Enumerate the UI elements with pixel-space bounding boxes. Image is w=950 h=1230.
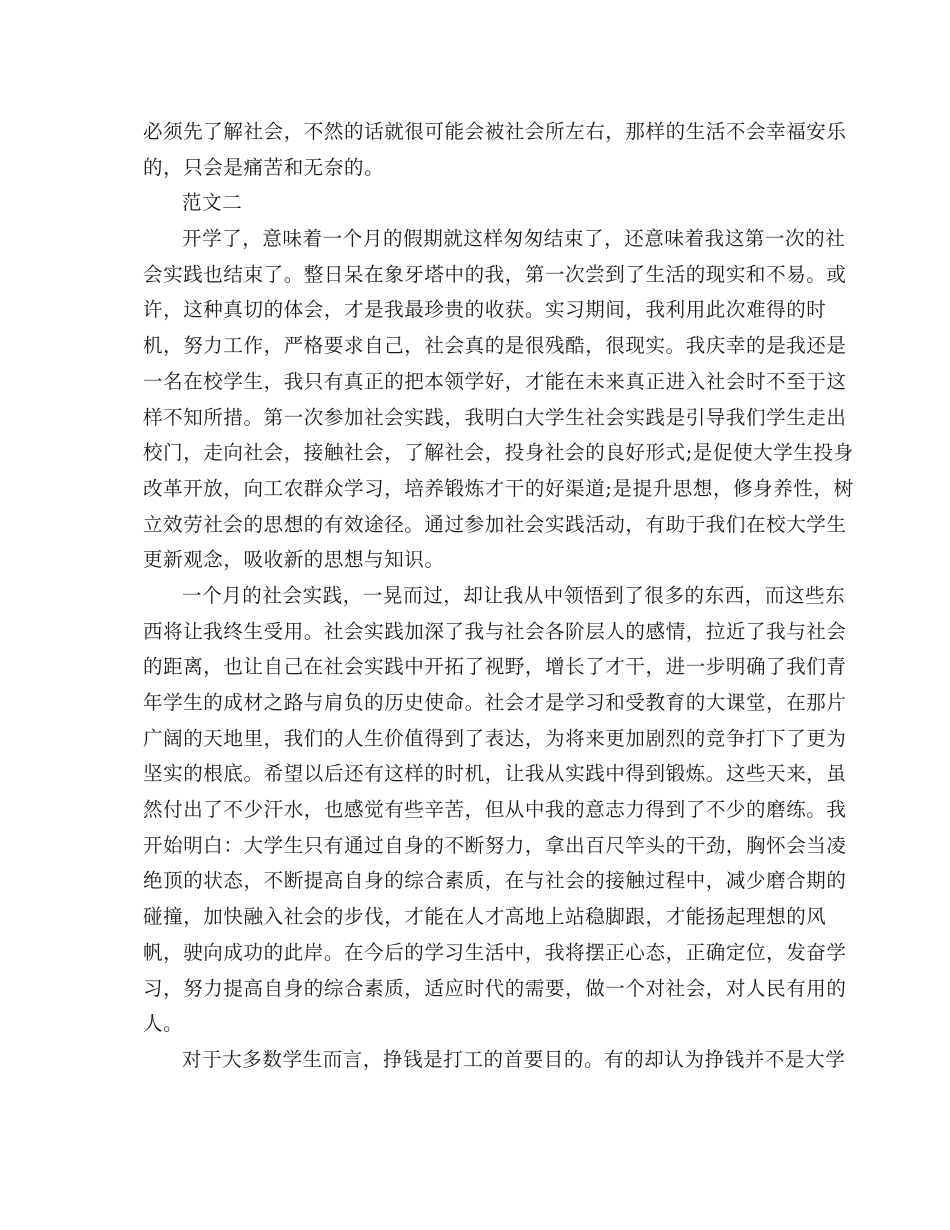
text-line: 绝顶的状态，不断提高自身的综合素质，在与社会的接触过程中，减少磨合期的 [143,869,847,893]
text-line: 会实践也结束了。整日呆在象牙塔中的我，第一次尝到了生活的现实和不易。或 [143,262,847,286]
text-line: 许，这种真切的体会，才是我最珍贵的收获。实习期间，我利用此次难得的时 [143,298,827,322]
text-line: 坚实的根底。希望以后还有这样的时机，让我从实践中得到锻炼。这些天来，虽 [143,762,847,786]
text-line: 立效劳社会的思想的有效途径。通过参加社会实践活动，有助于我们在校大学生 [143,512,847,536]
text-line: 西将让我终生受用。社会实践加深了我与社会各阶层人的感情，拉近了我与社会 [143,619,847,643]
text-line: 一名在校学生，我只有真正的把本领学好，才能在未来真正进入社会时不至于这 [143,369,847,393]
text-line: 开学了，意味着一个月的假期就这样匆匆结束了，还意味着我这第一次的社 [182,227,846,251]
text-line: 碰撞，加快融入社会的步伐，才能在人才高地上站稳脚跟，才能扬起理想的风 [143,905,827,929]
text-line: 人。 [143,1012,184,1036]
text-line: 的距离，也让自己在社会实践中开拓了视野，增长了才干，进一步明确了我们青 [143,655,847,679]
text-line: 然付出了不少汗水，也感觉有些辛苦，但从中我的意志力得到了不少的磨练。我 [143,798,847,822]
text-line: 校门，走向社会，接触社会，了解社会，投身社会的良好形式;是促使大学生投身 [143,441,854,465]
text-line: 的，只会是痛苦和无奈的。 [143,155,385,179]
text-line: 机，努力工作，严格要求自己，社会真的是很残酷，很现实。我庆幸的是我还是 [143,334,847,358]
text-line: 开始明白：大学生只有通过自身的不断努力，拿出百尺竿头的干劲，胸怀会当凌 [143,833,847,857]
text-line: 广阔的天地里，我们的人生价值得到了表达，为将来更加剧烈的竞争打下了更为 [143,726,847,750]
text-line: 帆，驶向成功的此岸。在今后的学习生活中，我将摆正心态，正确定位，发奋学 [143,940,847,964]
text-line: 范文二 [182,191,243,215]
text-line: 必须先了解社会，不然的话就很可能会被社会所左右，那样的生活不会幸福安乐 [143,120,847,143]
text-line: 改革开放，向工农群众学习，培养锻炼才干的好渠道;是提升思想，修身养性，树 [143,476,854,500]
text-line: 一个月的社会实践，一晃而过，却让我从中领悟到了很多的东西，而这些东 [182,583,846,607]
text-line: 年学生的成材之路与肩负的历史使命。社会才是学习和受教育的大课堂，在那片 [143,691,847,714]
text-line: 习，努力提高自身的综合素质，适应时代的需要，做一个对社会，对人民有用的 [143,976,847,1000]
text-line: 对于大多数学生而言，挣钱是打工的首要目的。有的却认为挣钱并不是大学 [182,1047,846,1071]
document-body [143,114,854,1078]
text-line: 更新观念，吸收新的思想与知识。 [143,548,445,572]
text-line: 样不知所措。第一次参加社会实践，我明白大学生社会实践是引导我们学生走出 [143,405,847,429]
